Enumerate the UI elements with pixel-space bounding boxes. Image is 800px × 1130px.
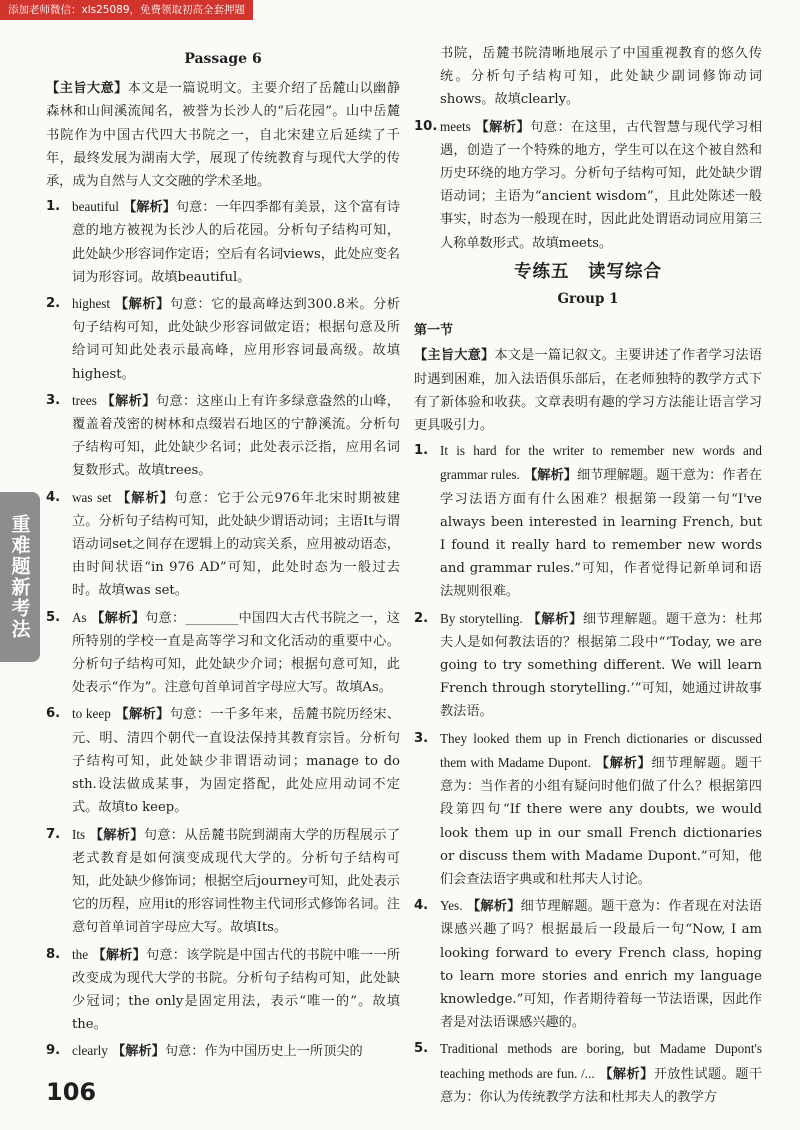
- item-text: 开放性试题。题干意为：你认为传统教学方法和杜邦夫人的教学方: [440, 1066, 763, 1105]
- answer-item-1: [46, 195, 400, 289]
- answer-item-r5: [414, 1037, 762, 1109]
- answer-item-r3: [414, 727, 762, 891]
- item-answer: Yes.: [440, 898, 463, 914]
- item-text: 细节理解题。题干意为：作者在学习法语方面有什么困难？根据第一段第一句“I've always been interested in learning French, but I found it really hard to remember new words and grammar rules.”可知，作者觉得记新单词和语法规则很难。: [440, 468, 762, 600]
- analysis-tag: 【解析】: [466, 899, 521, 915]
- answer-item-r2: [414, 607, 762, 724]
- item-answer: trees: [72, 392, 97, 408]
- item-number: 5.: [414, 1041, 429, 1057]
- summary-paragraph: [46, 77, 400, 193]
- item-answer: It is hard for the writer to remember new words and grammar rules.: [440, 443, 762, 483]
- item-text: 书院，岳麓书院清晰地展示了中国重视教育的悠久传统。分析句子结构可知，此处缺少副词修饰动词shows。故填clearly。: [440, 46, 762, 108]
- item-text: 句意：它于公元976年北宋时期被建立。分析句子结构可知，此处缺少谓语动词；主语It与谓语动词set之间存在逻辑上的动宾关系，应用被动语态，由时间状语“in 976 AD”可知，此处时态为一般过去时。故填was set。: [72, 490, 401, 599]
- right-column: [414, 42, 762, 1112]
- item-answer: By storytelling.: [440, 610, 523, 626]
- answer-item-2: [46, 292, 400, 386]
- item-text: 句意：这座山上有许多绿意盎然的山峰，覆盖着茂密的树林和点缀岩石地区的宁静溪流。分析句子结构可知，此处缺少名词；此处表示泛指，应用名词复数形式。故填trees。: [72, 393, 400, 479]
- item-answer: highest: [72, 296, 111, 312]
- item-text: 句意：一年四季都有美景，这个富有诗意的地方被视为长沙人的后花园。分析句子结构可知，此处缺少形容词作定语；空后有名词views，此处应变名词为形容词。故填beautiful。: [72, 200, 401, 285]
- item-number: 8.: [46, 946, 61, 962]
- item-number: 9.: [46, 1043, 61, 1059]
- analysis-tag: 【解析】: [123, 200, 176, 216]
- item-number: 7.: [46, 826, 61, 842]
- analysis-tag: 【解析】: [89, 827, 144, 843]
- summary-text: 本文是一篇说明文。主要介绍了岳麓山以幽静森林和山间溪流闻名，被誉为长沙人的“后花园”。山中岳麓书院作为中国古代四大书院之一，自北宋建立后延续了千年，最终发展为湖南大学，展现了传统教育与现代大学的传承，成为自然与人文交融的学术圣地。: [46, 81, 401, 190]
- item-answer: They looked them up in French dictionaries or discussed them with Madame Dupont.: [440, 730, 762, 770]
- item-text: 句意：从岳麓书院到湖南大学的历程展示了老式教育是如何演变成现代大学的。分析句子结构可知，此处缺少修饰词；根据空后journey可知，此处表示它的历程，应用it的形容词性物主代词形式修饰名词。注意句首单词首字母应大写。故填Its。: [72, 827, 401, 936]
- item-number: 1.: [46, 199, 61, 215]
- item-answer: the: [72, 946, 89, 962]
- analysis-tag: 【解析】: [101, 393, 156, 409]
- answer-item-r1: [414, 439, 762, 603]
- item-answer: Traditional methods are boring, but Madame Dupont's teaching methods are fun. /...: [440, 1041, 762, 1081]
- answer-item-9-continued: [414, 42, 762, 112]
- answer-item-7: [46, 823, 400, 940]
- item-text: 细节理解题。题干意为：作者现在对法语课感兴趣了吗？根据最后一段最后一句“Now, I am looking forward to every French class, hoping to learn more stories and enrich my language knowledge.”可知，作者期待着每一节法语课，因此作者是对法语课感兴趣的。: [440, 899, 763, 1031]
- item-answer: beautiful: [72, 199, 119, 215]
- item-number: 2.: [46, 296, 61, 312]
- answer-item-10: [414, 115, 762, 255]
- section-title: 专练五 读写综合: [514, 261, 662, 282]
- summary-tag: 【主旨大意】: [46, 81, 128, 97]
- item-answer: clearly: [72, 1043, 108, 1059]
- analysis-tag: 【解析】: [92, 947, 147, 963]
- item-text: 句意：在这里，古代智慧与现代学习相遇，创造了一个特殊的地方，学生可以在这个被自然和历史环绕的地方学习。分析句子结构可知，此处缺少谓语动词；主语为“ancient wisdom”，且此处陈述一般事实，时态为一般现在时，因此此处谓语动词应用第三人称单数形式。故填meets。: [440, 119, 763, 251]
- item-text: 句意：该学院是中国古代的书院中唯一一所改变成为现代大学的书院。分析句子结构可知，此处缺少冠词；the only是固定用法，表示“唯一的”。故填the。: [72, 947, 401, 1033]
- item-number: 3.: [414, 730, 429, 746]
- sidebar-label: 重难题新考法: [8, 514, 31, 640]
- analysis-tag: 【解析】: [527, 611, 583, 627]
- page-number: 106: [46, 1078, 97, 1106]
- answer-item-r4: [414, 894, 762, 1034]
- analysis-tag: 【解析】: [595, 755, 652, 771]
- answer-item-8: [46, 943, 400, 1037]
- sidebar-tab: [0, 492, 40, 662]
- item-text: 句意：作为中国历史上一所顶尖的: [164, 1044, 363, 1060]
- item-answer: to keep: [72, 706, 111, 722]
- analysis-tag: 【解析】: [599, 1066, 654, 1082]
- item-answer: As: [72, 609, 87, 625]
- analysis-tag: 【解析】: [115, 707, 170, 723]
- watermark-banner: 添加老师微信：xls25089，免费领取初高全套押题: [0, 0, 253, 20]
- analysis-tag: 【解析】: [524, 468, 577, 484]
- item-number: 3.: [46, 392, 61, 408]
- item-text: 细节理解题。题干意为：当作者的小组有疑问时他们做了什么？根据第四段第四句“If there were any doubts, we would look them up in our small French dictionaries or discuss them with Madame Dupont.”可知，他们会查法语字典或和杜邦夫人讨论。: [440, 755, 763, 887]
- part-title: 第一节: [414, 323, 454, 339]
- item-answer: meets: [440, 118, 471, 134]
- answer-item-3: [46, 389, 400, 483]
- item-text: 句意：一千多年来，岳麓书院历经宋、元、明、清四个朝代一直设法保持其教育宗旨。分析句子结构可知，此处缺少非谓语动词；manage to do sth.设法做成某事，为固定搭配，此处应用动词不定式。故填to keep。: [72, 707, 401, 816]
- item-answer: was set: [72, 489, 112, 505]
- item-text: 句意：________中国四大古代书院之一，这所特别的学校一直是高等学习和文化活动的重要中心。分析句子结构可知，此处缺少介词；根据句意可知，此处表示“作为”。注意句首单词首字母应大写。故填As。: [72, 610, 400, 696]
- group-title: Group 1: [557, 291, 619, 308]
- item-number: 4.: [414, 898, 429, 914]
- answer-item-9: [46, 1039, 400, 1063]
- analysis-tag: 【解析】: [91, 610, 146, 626]
- item-number: 1.: [414, 443, 429, 459]
- item-number: 4.: [46, 489, 61, 505]
- analysis-tag: 【解析】: [116, 490, 175, 506]
- summary-tag: 【主旨大意】: [414, 348, 495, 364]
- item-number: 6.: [46, 706, 61, 722]
- item-text: 细节理解题。题干意为：杜邦夫人是如何教法语的？根据第二段中“‘Today, we are going to try something different. We will learn French through storytelling.’”可知，她通过讲故事教法语。: [440, 611, 763, 720]
- item-number: 2.: [414, 610, 429, 626]
- left-column: [46, 48, 400, 1067]
- analysis-tag: 【解析】: [112, 1044, 165, 1060]
- analysis-tag: 【解析】: [114, 297, 170, 313]
- passage-title: Passage 6: [184, 51, 262, 67]
- summary-paragraph: [414, 344, 762, 437]
- analysis-tag: 【解析】: [475, 119, 531, 135]
- item-answer: Its: [72, 826, 86, 842]
- item-number: 10.: [414, 118, 438, 134]
- item-text: 句意：它的最高峰达到300.8米。分析句子结构可知，此处缺少形容词做定语；根据句意及所给词可知此处表示最高峰，应用形容词最高级。故填highest。: [72, 297, 400, 382]
- summary-text: 本文是一篇记叙文。主要讲述了作者学习法语时遇到困难，加入法语俱乐部后，在老师独特的教学方式下有了新体验和收获。文章表明有趣的学习方法能让语言学习更具吸引力。: [414, 348, 763, 434]
- item-number: 5.: [46, 609, 61, 625]
- answer-item-6: [46, 702, 400, 819]
- answer-item-5: [46, 606, 400, 700]
- answer-item-4: [46, 486, 400, 603]
